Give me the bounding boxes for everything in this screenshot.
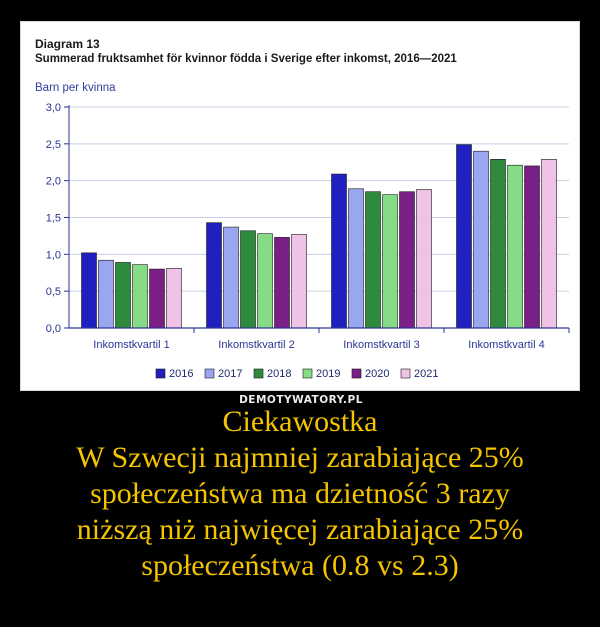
y-axis-label: Barn per kvinna <box>35 82 116 94</box>
y-tick-label: 1,5 <box>45 212 61 225</box>
legend-label: 2018 <box>267 368 292 380</box>
caption-heading: Ciekawostka <box>222 405 378 438</box>
x-tick-label: Inkomstkvartil 1 <box>93 339 170 351</box>
caption-line-3: niższą niż najwięcej zarabiające 25% <box>76 513 524 546</box>
legend-swatch <box>303 369 312 378</box>
y-tick-label: 0,5 <box>45 286 61 299</box>
bar-chart <box>21 22 581 392</box>
bar <box>542 159 557 328</box>
x-tick-label: Inkomstkvartil 3 <box>343 339 420 351</box>
legend-label: 2019 <box>316 368 341 380</box>
bar <box>474 151 489 328</box>
y-tick-label: 2,0 <box>45 175 61 188</box>
bar <box>82 253 97 328</box>
bar <box>241 231 256 328</box>
caption-line-4: społeczeństwa (0.8 vs 2.3) <box>141 549 459 582</box>
caption <box>20 404 580 584</box>
legend-swatch <box>254 369 263 378</box>
legend-label: 2020 <box>365 368 390 380</box>
legend-label: 2016 <box>169 368 194 380</box>
watermark-text: DEMOTYWATORY.PL <box>239 394 363 406</box>
bar <box>99 260 114 328</box>
bar <box>150 269 165 328</box>
y-tick-label: 2,5 <box>45 138 61 151</box>
bar <box>366 192 381 328</box>
legend-label: 2021 <box>414 368 439 380</box>
bar <box>207 223 222 328</box>
legend-label: 2017 <box>218 368 243 380</box>
chart-title: Diagram 13 <box>35 37 100 51</box>
chart-subtitle: Summerad fruktsamhet för kvinnor födda i Sverige efter inkomst, 2016—2021 <box>35 53 457 65</box>
y-tick-label: 3,0 <box>45 102 61 114</box>
bar <box>349 189 364 328</box>
bar <box>400 192 415 328</box>
legend-swatch <box>352 369 361 378</box>
caption-line-1: W Szwecji najmniej zarabiające 25% <box>76 441 524 474</box>
x-tick-label: Inkomstkvartil 4 <box>468 339 545 351</box>
legend-swatch <box>401 369 410 378</box>
bar <box>275 237 290 328</box>
bar <box>491 159 506 328</box>
chart-panel <box>20 21 580 406</box>
caption-line-2: społeczeństwa ma dzietność 3 razy <box>90 477 510 510</box>
bar <box>116 262 131 328</box>
bar <box>525 166 540 328</box>
bar <box>133 265 148 328</box>
x-tick-label: Inkomstkvartil 2 <box>218 339 295 351</box>
legend-swatch <box>156 369 165 378</box>
bar <box>332 174 347 328</box>
bar <box>383 195 398 328</box>
bar <box>258 234 273 328</box>
bar <box>417 190 432 328</box>
bar <box>292 234 307 328</box>
legend-swatch <box>205 369 214 378</box>
y-tick-label: 0,0 <box>45 323 61 335</box>
bar <box>167 268 182 328</box>
bar <box>508 165 523 328</box>
y-tick-label: 1,0 <box>45 249 61 262</box>
bar <box>224 227 239 328</box>
bar <box>457 145 472 328</box>
